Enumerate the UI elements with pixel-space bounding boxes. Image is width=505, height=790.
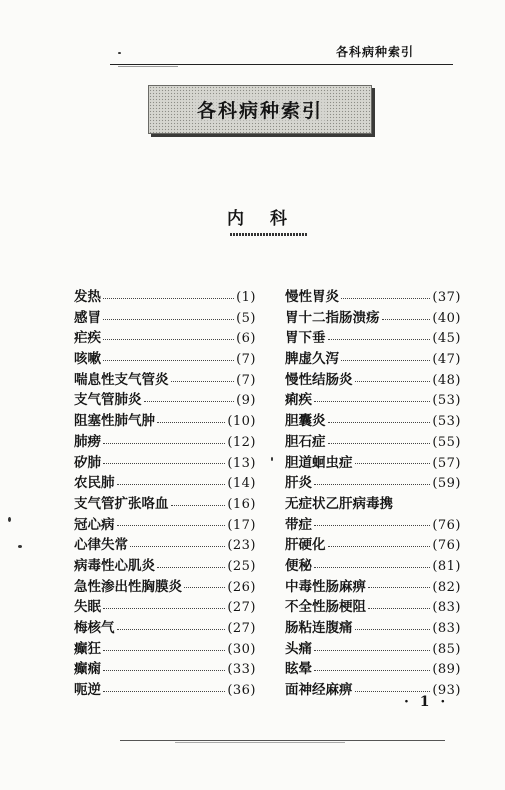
dot-leader	[103, 298, 234, 299]
entry-name: 疟疾	[74, 330, 101, 347]
entry-name: 带症	[285, 516, 312, 533]
dot-leader	[355, 691, 431, 692]
entry-page: (59)	[432, 476, 461, 492]
entry-name: 肺痨	[74, 433, 101, 450]
entry-name: 面神经麻痹	[285, 682, 353, 699]
entry-page: (14)	[227, 476, 256, 492]
entry-name: 无症状乙肝病毒携	[285, 495, 393, 512]
entry-page: (36)	[227, 683, 256, 699]
entry-name: 癫狂	[74, 640, 101, 657]
entry-page: (6)	[236, 331, 256, 347]
dot-leader	[328, 546, 431, 547]
entry-page: (55)	[432, 434, 461, 450]
entry-name: 慢性结肠炎	[285, 371, 353, 388]
entry-name: 病毒性心肌炎	[74, 557, 155, 574]
entry-page: (7)	[236, 352, 256, 368]
index-entry	[285, 637, 461, 658]
dot-leader	[382, 319, 431, 320]
index-column-left	[74, 285, 256, 699]
dot-leader	[103, 443, 225, 444]
entry-page: (76)	[432, 538, 461, 554]
scan-mark	[118, 52, 121, 54]
index-entry	[74, 657, 256, 678]
index-entry	[74, 575, 256, 596]
entry-name: 梅核气	[74, 620, 115, 636]
entry-name: 胃下垂	[285, 330, 326, 347]
index-entry	[74, 347, 256, 368]
entry-page: (7)	[236, 372, 256, 388]
dot-leader	[157, 567, 225, 568]
entry-name: 头痛	[285, 640, 312, 657]
entry-name: 肝硬化	[285, 537, 326, 554]
index-entry	[74, 554, 256, 575]
title-banner	[148, 85, 372, 134]
entry-page: (37)	[432, 290, 461, 305]
entry-page: (23)	[227, 538, 256, 554]
index-entry	[285, 554, 461, 575]
entry-page: (53)	[432, 393, 461, 409]
index-entry	[74, 616, 256, 637]
entry-page: (27)	[227, 600, 256, 616]
dot-leader	[171, 505, 226, 506]
entry-name: 心律失常	[74, 537, 128, 554]
index-entry	[285, 657, 461, 678]
entry-page: (47)	[432, 352, 461, 368]
index-entry	[74, 533, 256, 554]
dot-leader	[328, 339, 431, 340]
index-entry	[74, 285, 256, 306]
index-entry	[74, 306, 256, 327]
entry-name: 眩晕	[285, 661, 312, 678]
entry-page: (25)	[227, 558, 256, 574]
index-entry	[285, 347, 461, 368]
dot-leader	[314, 525, 430, 526]
index-entry	[285, 575, 461, 596]
scan-mark	[8, 517, 11, 522]
entry-name: 喘息性支气管炎	[74, 371, 169, 388]
entry-page: (85)	[432, 641, 461, 657]
running-head: 各科病种索引	[336, 45, 415, 59]
dot-leader	[117, 484, 226, 485]
dot-leader	[314, 401, 430, 402]
scan-mark	[271, 457, 273, 461]
index-entry	[74, 492, 256, 513]
entry-name: 呃逆	[74, 682, 101, 699]
footer-rule	[120, 740, 445, 741]
index-entry	[285, 285, 461, 306]
header-rule	[110, 64, 453, 65]
entry-page: (12)	[227, 434, 256, 450]
index-entry	[285, 471, 461, 492]
dot-leader	[103, 360, 234, 361]
index-entry	[285, 533, 461, 554]
index-entry	[285, 326, 461, 347]
entry-name: 感冒	[74, 309, 101, 326]
entry-name: 癫痫	[74, 661, 101, 678]
page-number: · 1 ·	[404, 694, 449, 710]
entry-name: 支气管扩张咯血	[74, 495, 169, 512]
index-entry	[74, 678, 256, 699]
dot-leader	[103, 650, 225, 651]
index-entry	[285, 409, 461, 430]
index-entry	[285, 368, 461, 389]
entry-page: (89)	[432, 662, 461, 678]
index-entry	[285, 513, 461, 534]
dot-leader	[130, 546, 225, 547]
entry-page: (93)	[432, 683, 461, 699]
entry-name: 咳嗽	[74, 351, 101, 368]
dot-leader	[171, 381, 235, 382]
dot-leader	[103, 339, 234, 340]
footer-rule-faint	[175, 742, 345, 743]
entry-page: (13)	[227, 455, 256, 471]
entry-name: 肝炎	[285, 475, 312, 492]
entry-page: (26)	[227, 579, 256, 595]
index-entry	[74, 471, 256, 492]
dot-leader	[103, 691, 225, 692]
index-entry	[285, 451, 461, 472]
index-entry	[74, 513, 256, 534]
entry-page: (5)	[236, 310, 256, 326]
index-entry	[74, 637, 256, 658]
entry-page: (40)	[432, 310, 461, 326]
index-entry	[285, 388, 461, 409]
entry-page: (45)	[432, 331, 461, 347]
index-entry	[74, 388, 256, 409]
index-entry	[74, 368, 256, 389]
entry-page: (83)	[432, 600, 461, 616]
entry-page: (33)	[227, 662, 256, 678]
dot-leader	[355, 381, 431, 382]
dot-leader	[314, 484, 430, 485]
entry-page: (9)	[236, 393, 256, 409]
dot-leader	[184, 587, 225, 588]
index-entry	[74, 326, 256, 347]
dot-leader	[103, 463, 225, 464]
entry-name: 支气管肺炎	[74, 392, 142, 409]
entry-name: 中毒性肠麻痹	[285, 578, 366, 595]
dot-leader	[117, 629, 226, 630]
index-entry	[285, 595, 461, 616]
index-entry	[285, 430, 461, 451]
index-entry	[74, 595, 256, 616]
entry-name: 失眠	[74, 599, 101, 616]
entry-name: 矽肺	[74, 454, 101, 471]
index-entry	[74, 409, 256, 430]
section-title: 内 科	[227, 209, 297, 229]
entry-name: 不全性肠梗阻	[285, 599, 366, 616]
dot-leader	[103, 319, 234, 320]
entry-name: 胆道蛔虫症	[285, 454, 353, 471]
entry-page: (48)	[432, 372, 461, 388]
dot-leader	[117, 525, 226, 526]
dot-leader	[157, 422, 225, 423]
index-column-right	[285, 285, 461, 699]
entry-name: 急性渗出性胸膜炎	[74, 578, 182, 595]
entry-name: 便秘	[285, 557, 312, 574]
entry-name: 冠心病	[74, 516, 115, 533]
entry-page: (27)	[227, 621, 256, 636]
dot-leader	[314, 670, 430, 671]
dot-leader	[328, 443, 431, 444]
entry-name: 痢疾	[285, 392, 312, 409]
entry-name: 阻塞性肺气肿	[74, 413, 155, 430]
index-entry	[74, 430, 256, 451]
dot-leader	[368, 608, 430, 609]
dot-leader	[341, 298, 430, 299]
dot-leader	[328, 422, 431, 423]
dot-leader	[341, 360, 430, 361]
section-underline	[230, 233, 308, 236]
entry-name: 发热	[74, 289, 101, 305]
page-title: 各科病种索引	[193, 96, 327, 123]
index-entry	[74, 451, 256, 472]
dot-leader	[368, 587, 430, 588]
entry-name: 胆石症	[285, 433, 326, 450]
entry-page: (81)	[432, 558, 461, 574]
entry-page: (76)	[432, 517, 461, 533]
entry-page: (10)	[227, 414, 256, 430]
entry-page: (30)	[227, 641, 256, 657]
entry-name: 脾虚久泻	[285, 351, 339, 368]
entry-name: 农民肺	[74, 475, 115, 492]
index-entry	[285, 306, 461, 327]
dot-leader	[355, 629, 431, 630]
entry-name: 胃十二指肠溃疡	[285, 309, 380, 326]
header-rule-faint	[118, 66, 178, 67]
dot-leader	[103, 670, 225, 671]
scan-mark	[18, 545, 22, 548]
entry-name: 慢性胃炎	[285, 289, 339, 305]
entry-page: (1)	[236, 290, 256, 305]
index-entry	[285, 492, 461, 513]
dot-leader	[355, 463, 431, 464]
entry-page: (17)	[227, 517, 256, 533]
entry-page: (16)	[227, 496, 256, 512]
entry-page: (57)	[432, 455, 461, 471]
entry-page: (82)	[432, 579, 461, 595]
entry-page: (53)	[432, 414, 461, 430]
dot-leader	[144, 401, 235, 402]
dot-leader	[314, 650, 430, 651]
entry-page: (83)	[432, 621, 461, 636]
entry-name: 胆囊炎	[285, 413, 326, 430]
dot-leader	[103, 608, 225, 609]
index-entry	[285, 616, 461, 637]
entry-name: 肠粘连腹痛	[285, 620, 353, 636]
dot-leader	[314, 567, 430, 568]
